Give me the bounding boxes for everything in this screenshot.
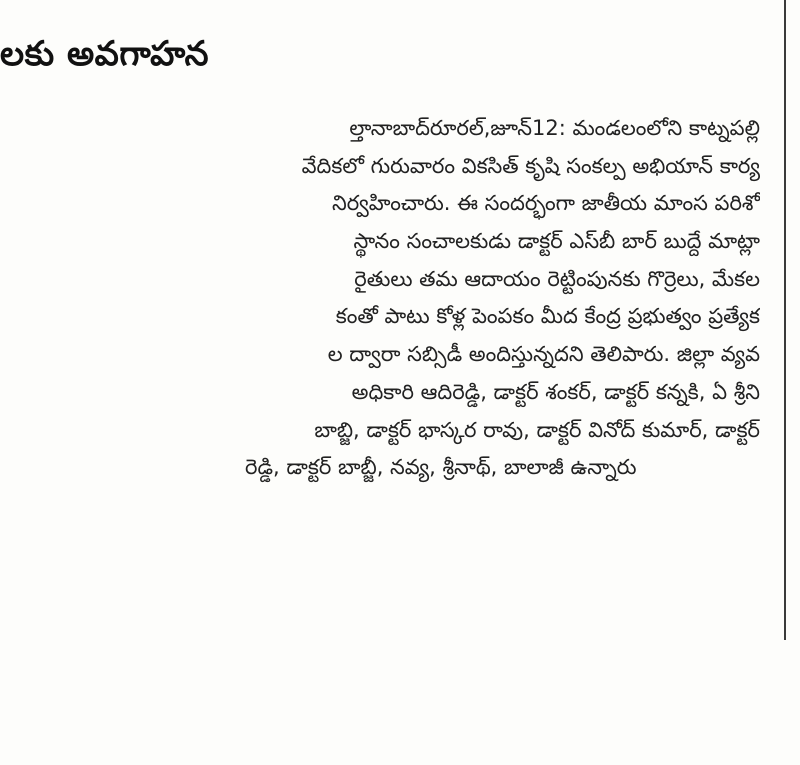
article-line: కంతో పాటు కోళ్ల పెంపకం మీద కేంద్ర ప్రభుత్వం ప్రత్యేక	[335, 304, 760, 329]
article-line: బాబ్జి, డాక్టర్ భాస్కర రావు, డాక్టర్ వినోద్ కుమార్, డాక్టర్	[314, 417, 760, 442]
article-line: ల ద్వారా సబ్సిడీ అందిస్తున్నదని తెలిపారు. జిల్లా వ్యవ	[327, 342, 760, 367]
article-line: నిర్వహించారు. ఈ సందర్భంగా జాతీయ మాంస పరిశో	[331, 191, 760, 216]
cut-off-previous-line	[0, 0, 10, 7]
article-line: రెడ్డి, డాక్టర్ బాబ్జీ, నవ్య, శ్రీనాథ్, బాలాజీ ఉన్నారు	[245, 455, 637, 480]
column-divider	[784, 0, 786, 640]
article-body	[0, 110, 760, 487]
article-line: ల్తానాబాద్‌రూరల్,జూన్12: మండలంలోని కాట్నపల్లి	[349, 116, 760, 140]
article-headline: లకు అవగాహన	[0, 34, 210, 74]
article-line: వేదికలో గురువారం వికసిత్ కృషి సంకల్ప అభియాన్ కార్య	[301, 153, 760, 178]
article-line: అధికారి ఆదిరెడ్డి, డాక్టర్ శంకర్, డాక్టర్ కన్నకి, ఏ శ్రీని	[351, 379, 760, 404]
article-line: స్థానం సంచాలకుడు డాక్టర్ ఎస్‌బీ బార్ బుద్దే మాట్లా	[353, 229, 760, 254]
article-line: రైతులు తమ ఆదాయం రెట్టింపునకు గొర్రెలు, మేకల	[354, 266, 760, 291]
